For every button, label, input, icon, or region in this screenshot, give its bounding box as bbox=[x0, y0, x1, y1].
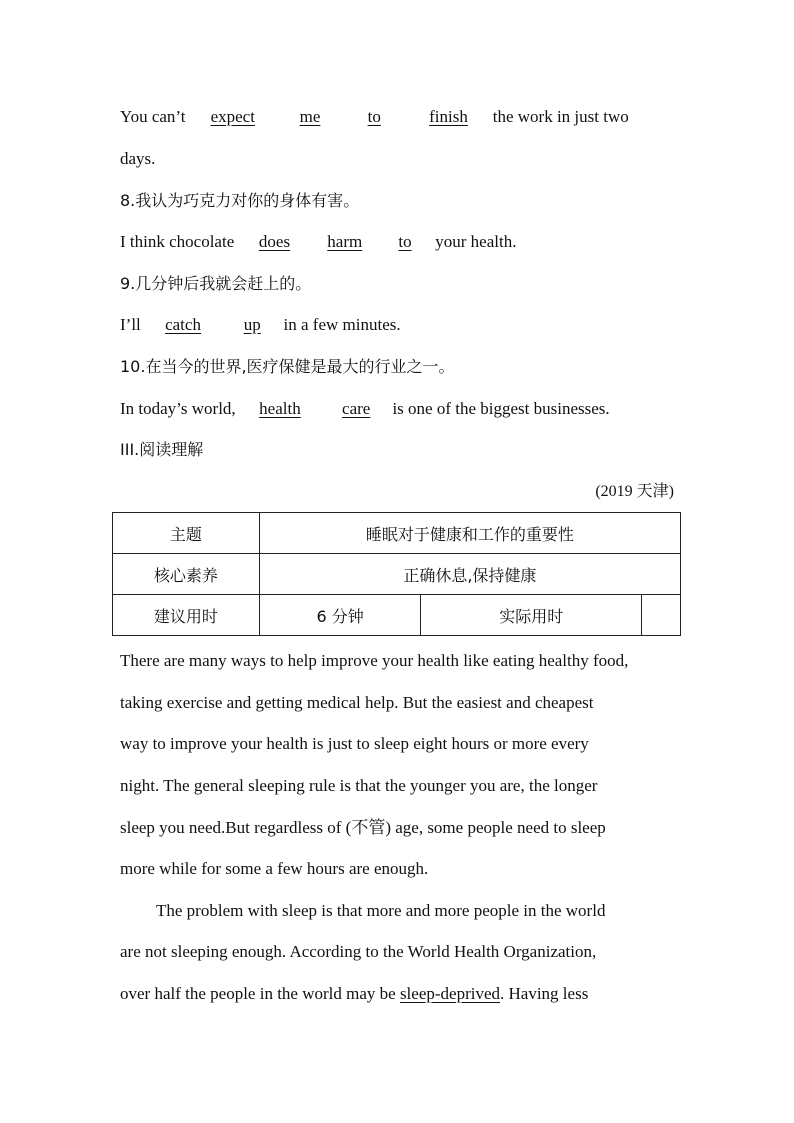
q7-text-end: the work in just two bbox=[492, 107, 629, 126]
q7-blank-4: finish bbox=[429, 107, 468, 126]
table-row bbox=[113, 554, 681, 595]
q10-blank-2: care bbox=[342, 399, 371, 418]
q7-blank-2: me bbox=[299, 107, 321, 126]
q8-blank-3: to bbox=[398, 232, 412, 251]
core-value: 正确休息,保持健康 bbox=[259, 554, 680, 595]
passage-line bbox=[120, 984, 588, 1004]
topic-label: 主题 bbox=[113, 513, 260, 554]
passage-line: There are many ways to help improve your health like eating healthy food, bbox=[120, 651, 629, 670]
core-label: 核心素养 bbox=[113, 554, 260, 595]
q8-text-end: your health. bbox=[435, 232, 517, 251]
q7-sentence bbox=[120, 107, 629, 127]
q7-text-start: You can’t bbox=[120, 107, 186, 126]
suggested-time-value: 6 分钟 bbox=[259, 595, 421, 636]
passage-line: way to improve your health is just to sleep eight hours or more every bbox=[120, 734, 589, 753]
q8-text-start: I think chocolate bbox=[120, 232, 235, 251]
passage-line: sleep you need.But regardless of (不管) age, some people need to sleep bbox=[120, 818, 606, 837]
topic-value: 睡眠对于健康和工作的重要性 bbox=[259, 513, 680, 554]
q8-blank-2: harm bbox=[327, 232, 363, 251]
passage-line: are not sleeping enough. According to the World Health Organization, bbox=[120, 942, 597, 961]
passage-text: over half the people in the world may be bbox=[120, 984, 396, 1003]
q8-sentence bbox=[120, 232, 516, 252]
table-row bbox=[113, 595, 681, 636]
q9-text-start: I’ll bbox=[120, 315, 141, 334]
q9-blank-2: up bbox=[243, 315, 261, 334]
suggested-time-label: 建议用时 bbox=[113, 595, 260, 636]
q10-text-end: is one of the biggest businesses. bbox=[392, 399, 610, 418]
q9-chinese-prompt: 9.几分钟后我就会赶上的。 bbox=[120, 274, 312, 293]
q10-chinese-prompt: 10.在当今的世界,医疗保健是最大的行业之一。 bbox=[120, 357, 455, 376]
q7-blank-3: to bbox=[367, 107, 381, 126]
table-row bbox=[113, 513, 681, 554]
q9-blank-1: catch bbox=[165, 315, 201, 334]
q10-sentence bbox=[120, 399, 610, 419]
actual-time-value[interactable] bbox=[642, 595, 681, 636]
q9-text-end: in a few minutes. bbox=[283, 315, 401, 334]
passage-line: taking exercise and getting medical help. But the easiest and cheapest bbox=[120, 693, 594, 712]
passage-line: night. The general sleeping rule is that the younger you are, the longer bbox=[120, 776, 598, 795]
q9-sentence bbox=[120, 315, 401, 335]
source-label: (2019 天津) bbox=[595, 483, 674, 500]
q10-blank-1: health bbox=[259, 399, 301, 418]
q7-blank-1: expect bbox=[210, 107, 255, 126]
info-table bbox=[112, 512, 681, 636]
underlined-term: sleep-deprived bbox=[399, 984, 501, 1003]
passage-line: more while for some a few hours are enough. bbox=[120, 859, 429, 878]
actual-time-label: 实际用时 bbox=[421, 595, 642, 636]
passage-text: . Having less bbox=[500, 984, 589, 1003]
q8-chinese-prompt: 8.我认为巧克力对你的身体有害。 bbox=[120, 191, 360, 210]
passage-line: The problem with sleep is that more and more people in the world bbox=[156, 901, 606, 920]
q8-blank-1: does bbox=[258, 232, 291, 251]
section-heading: III.阅读理解 bbox=[120, 440, 204, 459]
q7-continuation: days. bbox=[120, 149, 156, 168]
q10-text-start: In today’s world, bbox=[120, 399, 236, 418]
